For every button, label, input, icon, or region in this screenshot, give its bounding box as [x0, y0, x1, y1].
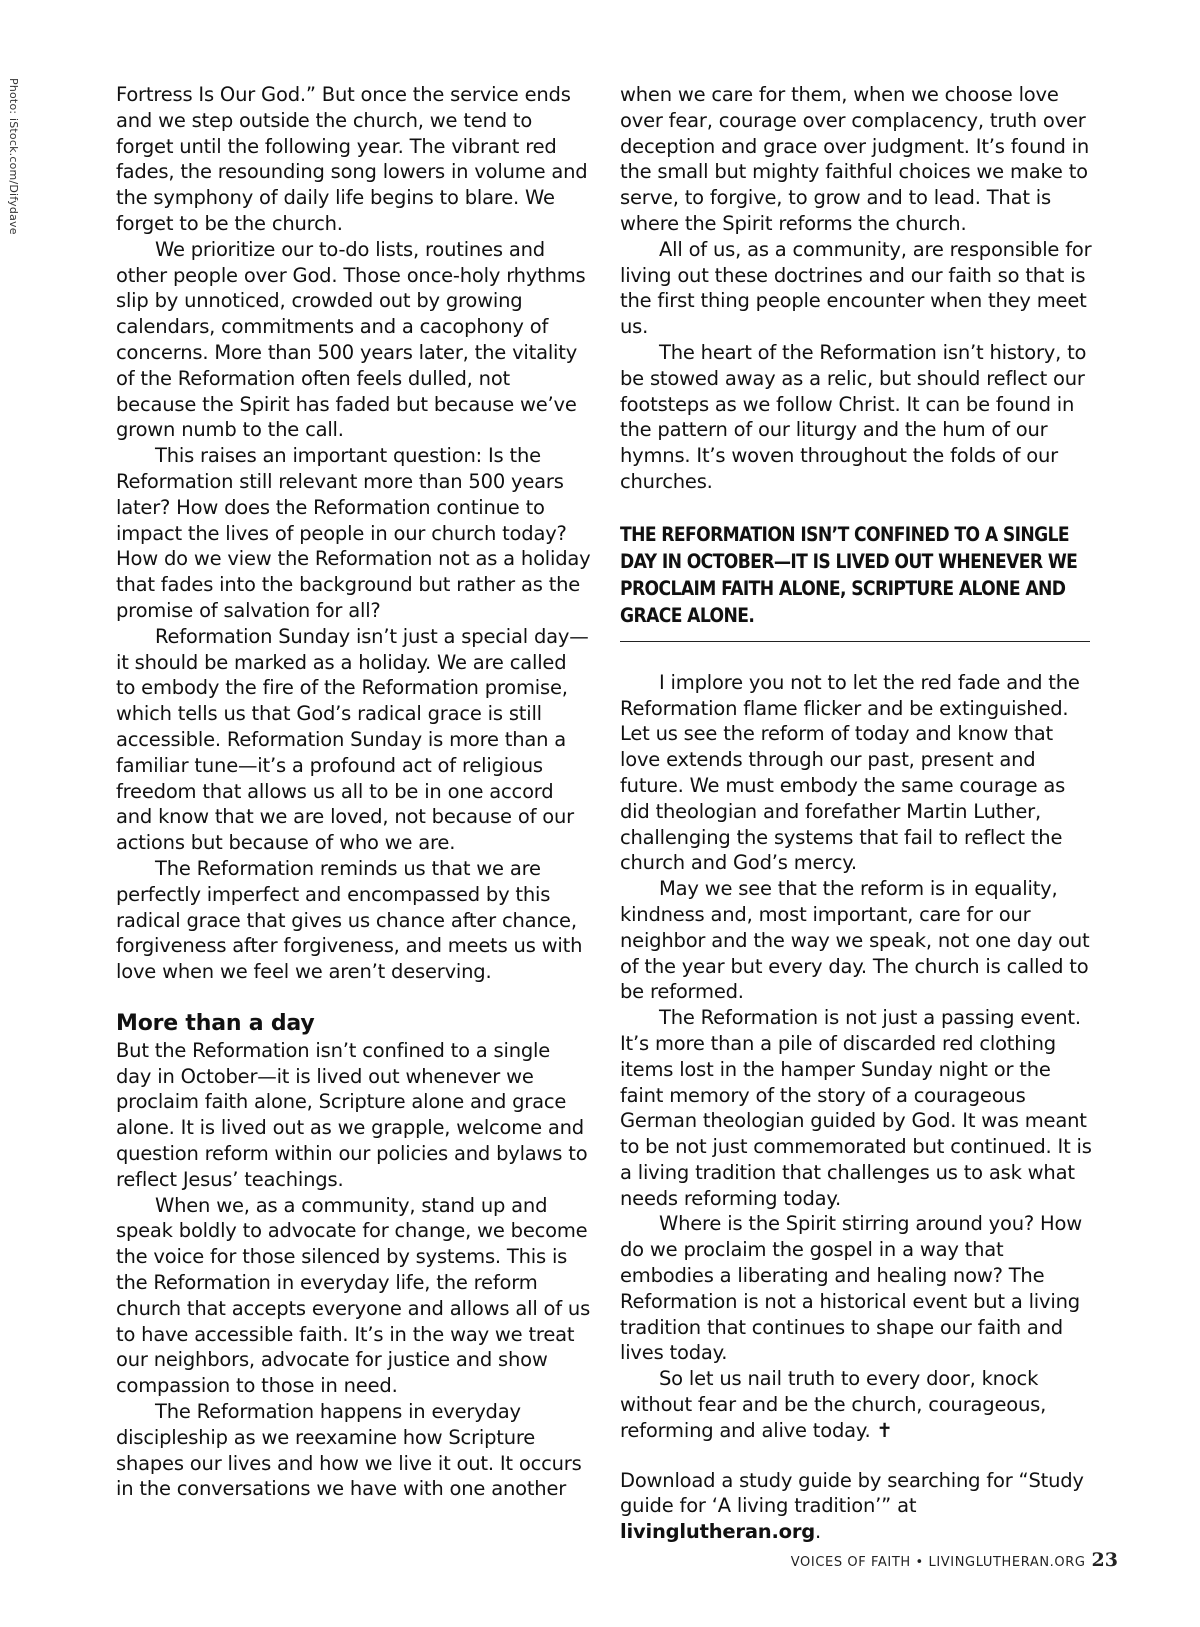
body-paragraph: I implore you not to let the red fade and the Reformation flame flicker and be extinguished. Let us see the reform of today and know that love extends through our past, present and future. We must embody the same courage as did theologian and forefather Martin Luther, challenging the systems that fail to reflect the church and God’s mercy. — [620, 670, 1080, 875]
pull-quote: THE REFORMATION ISN’T CONFINED TO A SINGLE DAY IN OCTOBER—IT IS LIVED OUT WHENEVER WE PROCLAIM FAITH ALONE, SCRIPTURE ALONE AND GRACE ALONE. — [620, 522, 1078, 627]
pull-quote-divider — [620, 641, 1090, 642]
body-paragraph: When we, as a community, stand up and speak boldly to advocate for change, we become the voice for those silenced by systems. This is the Reformation in everyday life, the reform church that accepts everyone and allows all of us to have accessible faith. It’s in the way we treat our neighbors, advocate for justice and show compassion to those in need. — [116, 1193, 591, 1398]
body-paragraph: The Reformation reminds us that we are perfectly imperfect and encompassed by this radical grace that gives us chance after chance, forgiveness after forgiveness, and meets us with love when we feel we aren’t deserving. — [116, 856, 583, 984]
body-paragraph: Fortress Is Our God.” But once the service ends and we step outside the church, we tend to forget until the following year. The vibrant red fades, the resounding song lowers in volume and the symphony of daily life begins to blare. We forget to be the church. — [116, 83, 588, 235]
study-guide-end: . — [815, 1520, 822, 1544]
body-paragraph: May we see that the reform is in equality, kindness and, most important, care for our neighbor and the way we speak, not one day out of the year but every day. The church is called to be reformed. — [620, 877, 1090, 1004]
study-guide-note — [620, 1468, 1095, 1545]
page-number: 23 — [1091, 1549, 1118, 1571]
study-guide-text: Download a study guide by searching for “Study guide for ‘A living tradition’” at — [620, 1468, 1084, 1518]
body-paragraph: Reformation Sunday isn’t just a special day—it should be marked as a holiday. We are called to embody the fire of the Reformation promise, which tells us that God’s radical grace is still accessible. Reformation Sunday is more than a familiar tune—it’s a profound act of religious freedom that allows us all to be in one accord and know that we are loved, not because of our actions but because of who we are. — [116, 624, 589, 855]
body-paragraph: But the Reformation isn’t confined to a single day in October—it is lived out whenever we proclaim faith alone, Scripture alone and grace alone. It is lived out as we grapple, welcome and question reform within our policies and bylaws to reflect Jesus’ teachings. — [116, 1038, 588, 1191]
body-paragraph: Where is the Spirit stirring around you? How do we proclaim the gospel in a way that embodies a liberating and healing now? The Reformation is not a historical event but a living tradition that continues to shape our faith and lives today. — [620, 1212, 1082, 1365]
left-column — [116, 82, 591, 1502]
body-paragraph: when we care for them, when we choose love over fear, courage over complacency, truth over deception and grace over judgment. It’s found in the small but mighty faithful choices we make to serve, to forgive, to grow and to lead. That is where the Spirit reforms the church. — [620, 83, 1089, 235]
body-paragraph: The Reformation is not just a passing event. It’s more than a pile of discarded red clothing items lost in the hamper Sunday night or the faint memory of the story of a courageous German theologian guided by God. It was meant to be not just commemorated but continued. It is a living tradition that challenges us to ask what needs reforming today. — [620, 1006, 1092, 1210]
body-paragraph: We prioritize our to-do lists, routines and other people over God. Those once-holy rhythms slip by unnoticed, crowded out by growing calendars, commitments and a cacophony of concerns. More than 500 years later, the vitality of the Reformation often feels dulled, not because the Spirit has faded but because we’ve grown numb to the call. — [116, 237, 586, 442]
section-heading: More than a day — [116, 1010, 315, 1036]
right-column — [620, 82, 1095, 1545]
photo-credit: Photo: iStock.com/Difydave — [7, 78, 20, 235]
footer-section: VOICES OF FAITH • LIVINGLUTHERAN.ORG — [790, 1555, 1086, 1570]
body-paragraph: This raises an important question: Is the Reformation still relevant more than 500 years later? How does the Reformation continue to impact the lives of people in our church today? How do we view the Reformation not as a holiday that fades into the background but rather as the promise of salvation for all? — [116, 444, 591, 622]
page-footer — [791, 1549, 1118, 1571]
study-guide-link[interactable]: livinglutheran.org — [620, 1520, 816, 1544]
body-paragraph: The heart of the Reformation isn’t history, to be stowed away as a relic, but should reflect our footsteps as we follow Christ. It can be found in the pattern of our liturgy and the hum of our hymns. It’s woven throughout the folds of our churches. — [620, 340, 1087, 493]
body-paragraph: The Reformation happens in everyday discipleship as we reexamine how Scripture shapes our lives and how we live it out. It occurs in the conversations we have with one another — [116, 1400, 582, 1501]
body-paragraph: So let us nail truth to every door, knock without fear and be the church, courageous, reforming and alive today. ✝ — [620, 1367, 1047, 1442]
body-paragraph: All of us, as a community, are responsible for living out these doctrines and our faith so that is the first thing people encounter when they meet us. — [620, 237, 1092, 339]
